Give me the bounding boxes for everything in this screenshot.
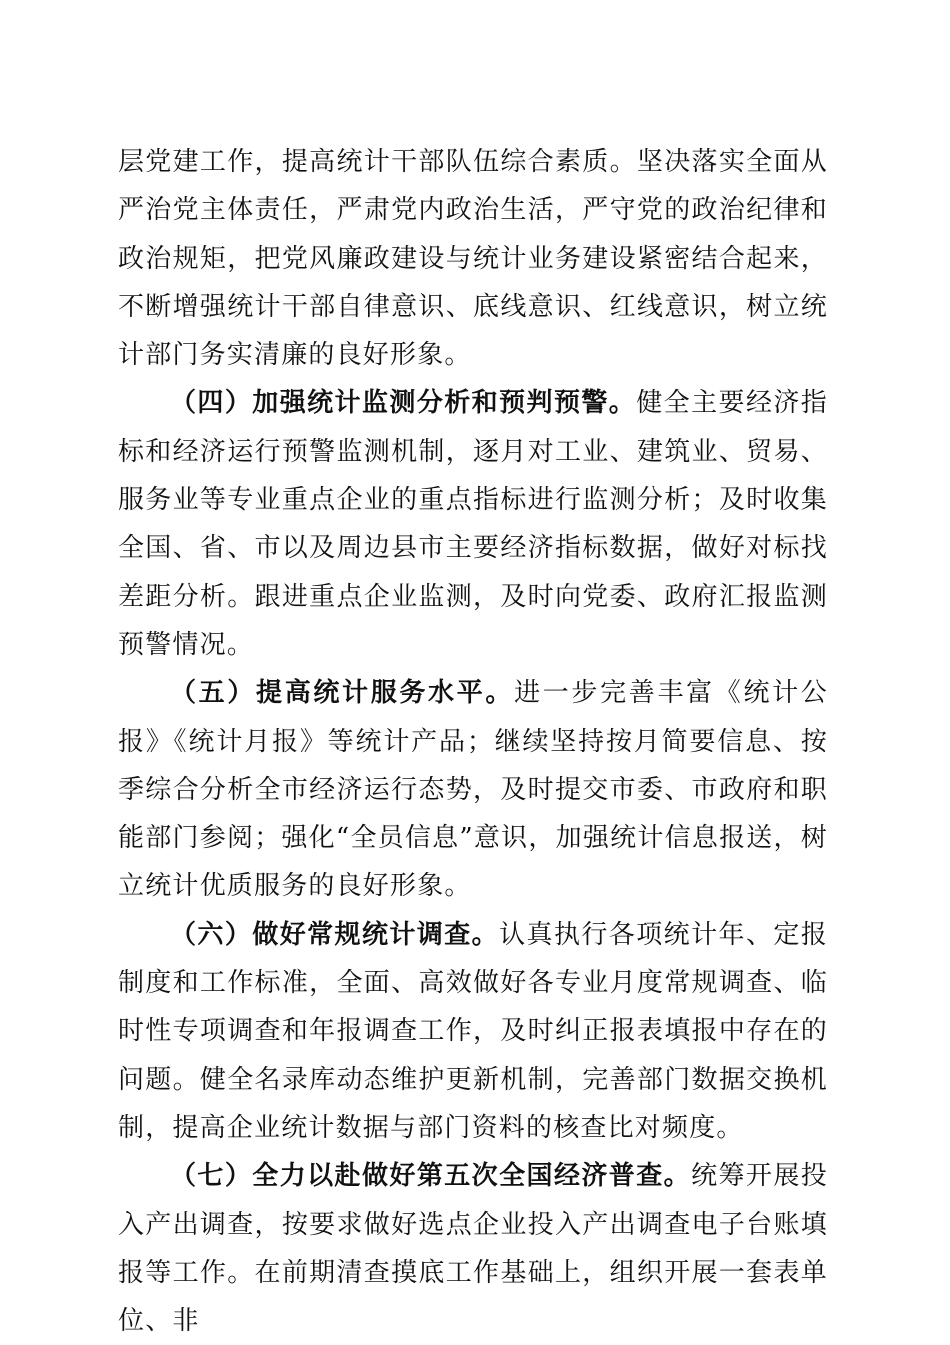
paragraph-body: 层党建工作，提高统计干部队伍综合素质。坚决落实全面从严治党主体责任，严肃党内政治生活，严守党的政治纪律和政治规矩，把党风廉政建设与统计业务建设紧密结合起来，不断增强统计干部自律意识、底线意识、红线意识，树立统计部门务实清廉的良好形象。 [118,147,828,371]
paragraph-section-4 [118,379,828,669]
paragraph-section-5 [118,669,828,910]
paragraph-body: 认真执行各项统计年、定报制度和工作标准，全面、高效做好各专业月度常规调查、临时性专项调查和年报调查工作，及时纠正报表填报中存在的问题。健全名录库动态维护更新机制，完善部门数据交换机制，提高企业统计数据与部门资料的核查比对频度。 [118,919,828,1143]
paragraph-party-building-continued [118,138,828,379]
paragraph-body: 健全主要经济指标和经济运行预警监测机制，逐月对工业、建筑业、贸易、服务业等专业重点企业的重点指标进行监测分析；及时收集全国、省、市以及周边县市主要经济指标数据，做好对标找差距分析。跟进重点企业监测，及时向党委、政府汇报监测预警情况。 [118,388,829,660]
paragraph-body: 进一步完善丰富《统计公报》《统计月报》等统计产品；继续坚持按月简要信息、按季综合分析全市经济运行态势，及时提交市委、市政府和职能部门参阅；强化“全员信息”意识，加强统计信息报送，树立统计优质服务的良好形象。 [118,678,829,902]
section-heading: （七）全力以赴做好第五次全国经济普查。 [170,1161,692,1192]
paragraph-body: 统筹开展投入产出调查，按要求做好选点企业投入产出调查电子台账填报等工作。在前期清查摸底工作基础上，组织开展一套表单位、非 [118,1161,828,1337]
section-heading: （五）提高统计服务水平。 [170,678,515,709]
section-heading: （六）做好常规统计调查。 [170,919,500,950]
section-heading: （四）加强统计监测分析和预判预警。 [170,388,637,419]
document-body [118,138,828,1345]
paragraph-section-7 [118,1152,828,1345]
paragraph-section-6 [118,911,828,1152]
